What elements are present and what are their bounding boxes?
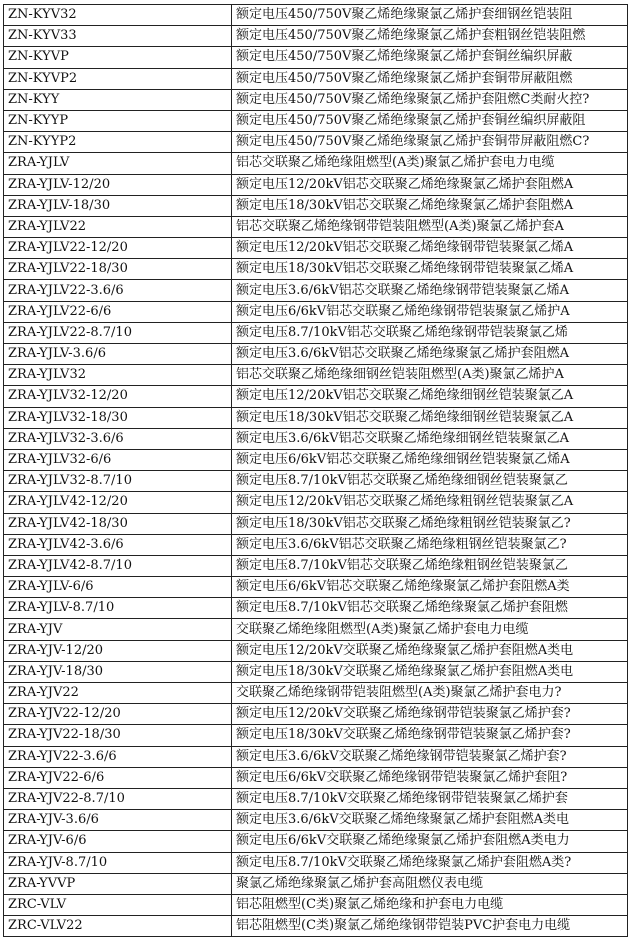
description-cell: 额定电压3.6/6kV铝芯交联聚乙烯绝缘聚氯乙烯护套阻燃A — [232, 344, 628, 365]
model-cell: ZN-KYY — [4, 89, 232, 110]
model-cell: ZRA-YJLV32-6/6 — [4, 449, 232, 470]
description-cell: 铝芯阻燃型(C类)聚氯乙烯绝缘钢带铠装PVC护套电力电缆 — [232, 916, 628, 937]
description-cell: 额定电压3.6/6kV铝芯交联聚乙烯绝缘钢带铠装聚氯乙烯A — [232, 280, 628, 301]
cable-spec-table — [3, 4, 628, 937]
model-cell: ZRA-YJLV32-12/20 — [4, 386, 232, 407]
table-row — [4, 725, 628, 746]
model-cell: ZRA-YJLV-8.7/10 — [4, 598, 232, 619]
description-cell: 额定电压450/750V聚乙烯绝缘聚氯乙烯护套铜丝编织屏蔽阻 — [232, 110, 628, 131]
table-row — [4, 704, 628, 725]
table-row — [4, 746, 628, 767]
description-cell: 铝芯交联聚乙烯绝缘细钢丝铠装阻燃型(A类)聚氯乙烯护A — [232, 365, 628, 386]
table-row — [4, 852, 628, 873]
description-cell: 额定电压12/20kV铝芯交联聚乙烯绝缘粗钢丝铠装聚氯乙A — [232, 492, 628, 513]
description-cell: 额定电压450/750V聚乙烯绝缘聚氯乙烯护套铜带屏蔽阻燃 — [232, 68, 628, 89]
table-row — [4, 195, 628, 216]
table-row — [4, 153, 628, 174]
model-cell: ZRA-YJLV-6/6 — [4, 577, 232, 598]
description-cell: 额定电压12/20kV交联聚乙烯绝缘钢带铠装聚氯乙烯护套? — [232, 704, 628, 725]
table-row — [4, 831, 628, 852]
table-row — [4, 216, 628, 237]
model-cell: ZRA-YJV22-12/20 — [4, 704, 232, 725]
description-cell: 交联聚乙烯绝缘阻燃型(A类)聚氯乙烯护套电力电缆 — [232, 619, 628, 640]
table-row — [4, 513, 628, 534]
table-row — [4, 259, 628, 280]
table-row — [4, 577, 628, 598]
model-cell: ZRA-YJV22-3.6/6 — [4, 746, 232, 767]
description-cell: 额定电压450/750V聚乙烯绝缘聚氯乙烯护套阻燃C类耐火控? — [232, 89, 628, 110]
model-cell: ZRC-VLV — [4, 894, 232, 915]
model-cell: ZRA-YJLV22-12/20 — [4, 238, 232, 259]
model-cell: ZRA-YJLV32-3.6/6 — [4, 428, 232, 449]
model-cell: ZRA-YJLV-18/30 — [4, 195, 232, 216]
table-row — [4, 322, 628, 343]
description-cell: 额定电压6/6kV铝芯交联聚乙烯绝缘聚氯乙烯护套阻燃A类 — [232, 577, 628, 598]
table-row — [4, 492, 628, 513]
model-cell: ZN-KYVP — [4, 47, 232, 68]
table-row — [4, 428, 628, 449]
description-cell: 额定电压12/20kV铝芯交联聚乙烯绝缘细钢丝铠装聚氯乙A — [232, 386, 628, 407]
description-cell: 额定电压6/6kV交联聚乙烯绝缘聚氯乙烯护套阻燃A类电力 — [232, 831, 628, 852]
model-cell: ZN-KYV32 — [4, 5, 232, 26]
model-cell: ZRA-YJLV22-8.7/10 — [4, 322, 232, 343]
model-cell: ZRA-YJV22-18/30 — [4, 725, 232, 746]
table-row — [4, 238, 628, 259]
table-row — [4, 640, 628, 661]
description-cell: 额定电压8.7/10kV铝芯交联聚乙烯绝缘钢带铠装聚氯乙烯 — [232, 322, 628, 343]
model-cell: ZRA-YJV — [4, 619, 232, 640]
model-cell: ZRA-YJLV22-3.6/6 — [4, 280, 232, 301]
table-row — [4, 47, 628, 68]
model-cell: ZRA-YJLV — [4, 153, 232, 174]
model-cell: ZRA-YJLV22-18/30 — [4, 259, 232, 280]
description-cell: 额定电压18/30kV铝芯交联聚乙烯绝缘聚氯乙烯护套阻燃A — [232, 195, 628, 216]
description-cell: 额定电压8.7/10kV铝芯交联聚乙烯绝缘聚氯乙烯护套阻燃 — [232, 598, 628, 619]
model-cell: ZRA-YJV22-6/6 — [4, 767, 232, 788]
description-cell: 额定电压8.7/10kV铝芯交联聚乙烯绝缘细钢丝铠装聚氯乙 — [232, 471, 628, 492]
description-cell: 额定电压450/750V聚乙烯绝缘聚氯乙烯护套粗钢丝铠装阻燃 — [232, 26, 628, 47]
description-cell: 额定电压450/750V聚乙烯绝缘聚氯乙烯护套细钢丝铠装阻 — [232, 5, 628, 26]
table-row — [4, 344, 628, 365]
model-cell: ZRA-YJLV32-18/30 — [4, 407, 232, 428]
model-cell: ZRA-YJLV42-18/30 — [4, 513, 232, 534]
table-row — [4, 767, 628, 788]
description-cell: 额定电压3.6/6kV铝芯交联聚乙烯绝缘细钢丝铠装聚氯乙A — [232, 428, 628, 449]
table-row — [4, 788, 628, 809]
model-cell: ZN-KYV33 — [4, 26, 232, 47]
model-cell: ZRA-YJV-18/30 — [4, 661, 232, 682]
model-cell: ZRA-YJLV-3.6/6 — [4, 344, 232, 365]
description-cell: 额定电压18/30kV铝芯交联聚乙烯绝缘钢带铠装聚氯乙烯A — [232, 259, 628, 280]
model-cell: ZRA-YJLV-12/20 — [4, 174, 232, 195]
table-row — [4, 683, 628, 704]
table-row — [4, 894, 628, 915]
description-cell: 额定电压18/30kV交联聚乙烯绝缘钢带铠装聚氯乙烯护套? — [232, 725, 628, 746]
description-cell: 聚氯乙烯绝缘聚氯乙烯护套高阻燃仪表电缆 — [232, 873, 628, 894]
description-cell: 额定电压18/30kV铝芯交联聚乙烯绝缘细钢丝铠装聚氯乙A — [232, 407, 628, 428]
description-cell: 铝芯交联聚乙烯绝缘阻燃型(A类)聚氯乙烯护套电力电缆 — [232, 153, 628, 174]
model-cell: ZRC-VLV22 — [4, 916, 232, 937]
model-cell: ZRA-YJLV22 — [4, 216, 232, 237]
table-row — [4, 365, 628, 386]
model-cell: ZRA-YJV-3.6/6 — [4, 810, 232, 831]
table-row — [4, 873, 628, 894]
table-row — [4, 301, 628, 322]
table-row — [4, 661, 628, 682]
description-cell: 额定电压8.7/10kV铝芯交联聚乙烯绝缘粗钢丝铠装聚氯乙 — [232, 555, 628, 576]
table-row — [4, 471, 628, 492]
description-cell: 铝芯阻燃型(C类)聚氯乙烯绝缘和护套电力电缆 — [232, 894, 628, 915]
model-cell: ZRA-YVVP — [4, 873, 232, 894]
description-cell: 额定电压18/30kV交联聚乙烯绝缘聚氯乙烯护套阻燃A类电 — [232, 661, 628, 682]
table-row — [4, 449, 628, 470]
model-cell: ZN-KYVP2 — [4, 68, 232, 89]
description-cell: 额定电压12/20kV铝芯交联聚乙烯绝缘聚氯乙烯护套阻燃A — [232, 174, 628, 195]
description-cell: 额定电压450/750V聚乙烯绝缘聚氯乙烯护套铜丝编织屏蔽 — [232, 47, 628, 68]
description-cell: 铝芯交联聚乙烯绝缘钢带铠装阻燃型(A类)聚氯乙烯护套A — [232, 216, 628, 237]
table-row — [4, 916, 628, 937]
description-cell: 额定电压12/20kV铝芯交联聚乙烯绝缘钢带铠装聚氯乙烯A — [232, 238, 628, 259]
model-cell: ZRA-YJV-12/20 — [4, 640, 232, 661]
table-row — [4, 280, 628, 301]
description-cell: 交联聚乙烯绝缘钢带铠装阻燃型(A类)聚氯乙烯护套电力? — [232, 683, 628, 704]
model-cell: ZN-KYYP2 — [4, 132, 232, 153]
table-row — [4, 110, 628, 131]
table-row — [4, 26, 628, 47]
table-row — [4, 89, 628, 110]
description-cell: 额定电压3.6/6kV交联聚乙烯绝缘聚氯乙烯护套阻燃A类电 — [232, 810, 628, 831]
description-cell: 额定电压8.7/10kV交联聚乙烯绝缘聚氯乙烯护套阻燃A类? — [232, 852, 628, 873]
description-cell: 额定电压18/30kV铝芯交联聚乙烯绝缘粗钢丝铠装聚氯乙? — [232, 513, 628, 534]
table-body — [4, 5, 628, 937]
table-row — [4, 132, 628, 153]
model-cell: ZRA-YJV-8.7/10 — [4, 852, 232, 873]
table-row — [4, 407, 628, 428]
model-cell: ZN-KYYP — [4, 110, 232, 131]
model-cell: ZRA-YJLV32-8.7/10 — [4, 471, 232, 492]
model-cell: ZRA-YJLV42-12/20 — [4, 492, 232, 513]
table-row — [4, 555, 628, 576]
description-cell: 额定电压450/750V聚乙烯绝缘聚氯乙烯护套铜带屏蔽阻燃C? — [232, 132, 628, 153]
table-row — [4, 174, 628, 195]
description-cell: 额定电压6/6kV铝芯交联聚乙烯绝缘细钢丝铠装聚氯乙烯A — [232, 449, 628, 470]
description-cell: 额定电压8.7/10kV交联聚乙烯绝缘钢带铠装聚氯乙烯护套 — [232, 788, 628, 809]
table-row — [4, 810, 628, 831]
table-row — [4, 534, 628, 555]
model-cell: ZRA-YJV22 — [4, 683, 232, 704]
table-row — [4, 598, 628, 619]
model-cell: ZRA-YJLV42-8.7/10 — [4, 555, 232, 576]
table-row — [4, 619, 628, 640]
model-cell: ZRA-YJV-6/6 — [4, 831, 232, 852]
description-cell: 额定电压6/6kV铝芯交联聚乙烯绝缘钢带铠装聚氯乙烯护A — [232, 301, 628, 322]
model-cell: ZRA-YJLV32 — [4, 365, 232, 386]
table-row — [4, 5, 628, 26]
model-cell: ZRA-YJLV42-3.6/6 — [4, 534, 232, 555]
description-cell: 额定电压3.6/6kV交联聚乙烯绝缘钢带铠装聚氯乙烯护套? — [232, 746, 628, 767]
model-cell: ZRA-YJLV22-6/6 — [4, 301, 232, 322]
table-row — [4, 386, 628, 407]
description-cell: 额定电压12/20kV交联聚乙烯绝缘聚氯乙烯护套阻燃A类电 — [232, 640, 628, 661]
description-cell: 额定电压6/6kV交联聚乙烯绝缘钢带铠装聚氯乙烯护套阻? — [232, 767, 628, 788]
description-cell: 额定电压3.6/6kV铝芯交联聚乙烯绝缘粗钢丝铠装聚氯乙? — [232, 534, 628, 555]
table-row — [4, 68, 628, 89]
model-cell: ZRA-YJV22-8.7/10 — [4, 788, 232, 809]
